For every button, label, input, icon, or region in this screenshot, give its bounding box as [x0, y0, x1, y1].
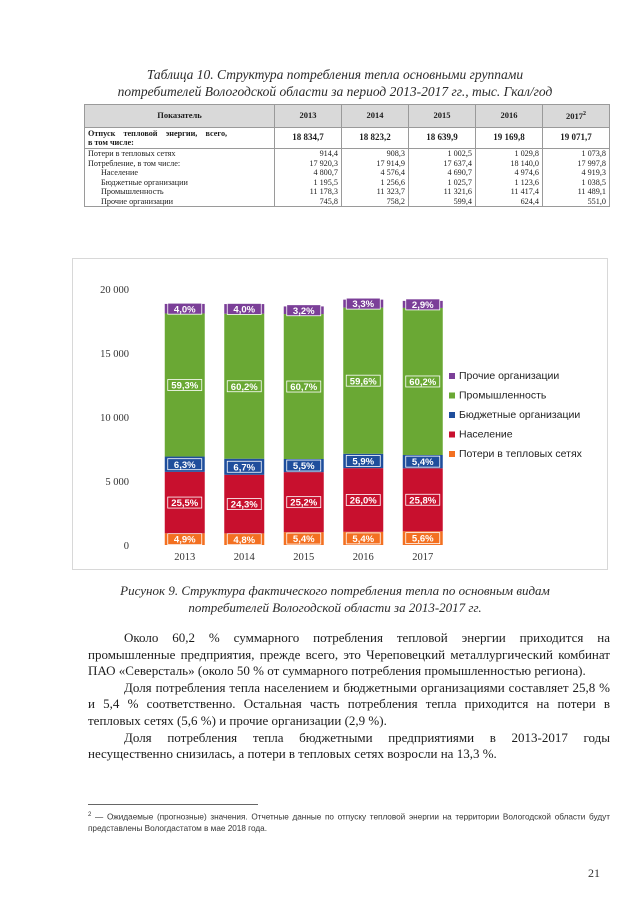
legend-swatch — [449, 412, 455, 418]
row-label — [85, 128, 275, 149]
row-label: Промышленность — [85, 187, 275, 197]
total-label-line-2: в том числе: — [88, 138, 134, 147]
table-cell: 1 029,8 — [476, 149, 543, 159]
paragraph: Доля потребления тепла населением и бюджетными организациями составляет 25,8 % и 5,4 % соответственно. Остальная часть потребления тепла приходится на потери в тепловых сетях (5,6 %) и прочие организации (2,9 %). — [88, 679, 610, 728]
data-label: 4,8% — [233, 534, 256, 546]
data-label: 60,7% — [290, 382, 318, 394]
table-cell: 4 974,6 — [476, 168, 543, 178]
table-cell: 1 002,5 — [409, 149, 476, 159]
data-label: 59,6% — [349, 376, 377, 388]
legend-entry: Бюджетные организации — [459, 409, 581, 421]
y-tick-label: 10 000 — [100, 413, 129, 424]
y-tick-label: 0 — [123, 541, 129, 552]
data-label: 60,2% — [230, 381, 258, 393]
footnote-mark: 2 — [583, 111, 586, 118]
header-year: 2014 — [342, 105, 409, 128]
table-cell: 11 417,4 — [476, 187, 543, 197]
header-indicator: Показатель — [85, 105, 275, 128]
footnote-text: — Ожидаемые (прогнозные) значения. Отчетные данные по отпуску тепловой энергии на территории Вологодской области будут представлены Вологдастатом в мае 2018 года. — [88, 812, 610, 833]
table-row — [85, 159, 610, 169]
row-label: Население — [85, 168, 275, 178]
table-cell: 745,8 — [275, 197, 342, 207]
table-cell: 17 914,9 — [342, 159, 409, 169]
data-label: 25,5% — [171, 498, 199, 510]
data-label: 5,4% — [411, 457, 434, 469]
table-cell: 4 919,3 — [543, 168, 610, 178]
stacked-bar-chart — [73, 259, 607, 569]
table-cell: 599,4 — [409, 197, 476, 207]
x-tick-label: 2014 — [233, 552, 255, 563]
data-label: 5,6% — [411, 533, 434, 545]
x-tick-label: 2015 — [293, 552, 315, 563]
table-cell: 758,2 — [342, 197, 409, 207]
page-number: 21 — [588, 866, 600, 880]
row-label: Потребление, в том числе: — [85, 159, 275, 169]
chart-frame — [72, 258, 608, 570]
table-row — [85, 149, 610, 159]
table-cell: 1 025,7 — [409, 178, 476, 188]
table-cell: 914,4 — [275, 149, 342, 159]
table-row — [85, 197, 610, 207]
table-cell: 17 637,4 — [409, 159, 476, 169]
table-cell: 18 140,0 — [476, 159, 543, 169]
y-tick-label: 15 000 — [100, 349, 129, 360]
table-row — [85, 178, 610, 188]
data-label: 6,3% — [173, 459, 196, 471]
header-year-2017: 2017$^2$ — [543, 105, 610, 128]
table-cell: 1 073,8 — [543, 149, 610, 159]
footnote — [88, 810, 610, 834]
data-label: 2,9% — [411, 300, 434, 312]
table-cell: 17 920,3 — [275, 159, 342, 169]
table-row — [85, 168, 610, 178]
data-label: 25,2% — [290, 497, 318, 509]
table-cell: 11 323,7 — [342, 187, 409, 197]
data-label: 5,5% — [292, 461, 315, 473]
data-label: 26,0% — [349, 495, 377, 507]
x-tick-label: 2013 — [174, 552, 196, 563]
data-label: 4,9% — [173, 534, 196, 546]
table-cell: 18 639,9 — [409, 128, 476, 149]
table-row — [85, 187, 610, 197]
legend-entry: Промышленность — [459, 389, 547, 402]
table-caption-line-2: потребителей Вологодской области за период 2013-2017 гг., тыс. Гкал/год — [117, 84, 553, 99]
table-cell: 17 997,8 — [543, 159, 610, 169]
figure-caption-line-1: Рисунок 9. Структура фактического потребления тепла по основным видам — [120, 583, 550, 598]
total-label-line-1: Отпуск тепловой энергии, всего, — [88, 129, 228, 138]
x-tick-label: 2017 — [412, 552, 434, 563]
table-cell: 624,4 — [476, 197, 543, 207]
table-cell: 11 321,6 — [409, 187, 476, 197]
row-label: Потери в тепловых сетях — [85, 149, 275, 159]
table-cell: 1 038,5 — [543, 178, 610, 188]
table-cell: 18 834,7 — [275, 128, 342, 149]
y-tick-label: 20 000 — [100, 285, 129, 296]
data-label: 5,4% — [292, 534, 315, 546]
table-cell: 11 178,3 — [275, 187, 342, 197]
table-cell: 4 690,7 — [409, 168, 476, 178]
legend-swatch — [449, 393, 455, 399]
table-cell: 18 823,2 — [342, 128, 409, 149]
table-caption — [60, 66, 610, 100]
y-tick-label: 5 000 — [105, 477, 129, 488]
table-header-row — [85, 105, 610, 128]
legend-entry: Потери в тепловых сетях — [459, 448, 582, 460]
table-cell: 551,0 — [543, 197, 610, 207]
footnote-divider — [88, 804, 258, 805]
table-cell: 908,3 — [342, 149, 409, 159]
header-year: 2015 — [409, 105, 476, 128]
paragraph: Доля потребления тепла бюджетными предприятиями в 2013-2017 годы несущественно снизилась, а потери в тепловых сетях возросли на 13,3 %. — [88, 729, 610, 762]
figure-caption — [60, 582, 610, 616]
row-label: Бюджетные организации — [85, 178, 275, 188]
data-label: 24,3% — [230, 499, 258, 511]
figure-caption-line-2: потребителей Вологодской области за 2013-2017 гг. — [188, 600, 482, 615]
legend-swatch — [449, 373, 455, 379]
row-label: Прочие организации — [85, 197, 275, 207]
table-cell: 11 489,1 — [543, 187, 610, 197]
table-cell: 1 195,5 — [275, 178, 342, 188]
legend-swatch — [449, 432, 455, 438]
data-label: 3,3% — [352, 299, 375, 311]
data-label: 60,2% — [409, 377, 437, 389]
x-tick-label: 2016 — [352, 552, 374, 563]
data-label: 5,4% — [352, 534, 375, 546]
legend-entry: Население — [459, 428, 513, 441]
table-cell: 4 800,7 — [275, 168, 342, 178]
paragraph: Около 60,2 % суммарного потребления тепловой энергии приходится на промышленные предприятия, прежде всего, это Череповецкий металлургический комбинат ПАО «Северсталь» (около 50 % от суммарного потребления промышленностью региона). — [88, 630, 610, 679]
table-cell: 1 123,6 — [476, 178, 543, 188]
data-label: 4,0% — [233, 304, 256, 316]
legend-entry: Прочие организации — [459, 370, 560, 382]
header-year: 2013 — [275, 105, 342, 128]
table-row-total — [85, 128, 610, 149]
data-label: 59,3% — [171, 380, 199, 392]
table-cell: 19 169,8 — [476, 128, 543, 149]
data-label: 3,2% — [292, 305, 315, 317]
data-label: 4,0% — [173, 304, 196, 316]
table-caption-line-1: Таблица 10. Структура потребления тепла основными группами — [146, 67, 524, 82]
data-label: 6,7% — [233, 462, 256, 474]
table-cell: 1 256,6 — [342, 178, 409, 188]
table-cell: 4 576,4 — [342, 168, 409, 178]
header-year: 2016 — [476, 105, 543, 128]
footnote-mark: 2 — [88, 812, 92, 818]
legend-swatch — [449, 451, 455, 457]
data-label: 25,8% — [409, 495, 437, 507]
table-cell: 19 071,7 — [543, 128, 610, 149]
data-label: 5,9% — [352, 456, 375, 468]
body-text — [88, 630, 610, 763]
heat-consumption-table — [84, 104, 610, 207]
